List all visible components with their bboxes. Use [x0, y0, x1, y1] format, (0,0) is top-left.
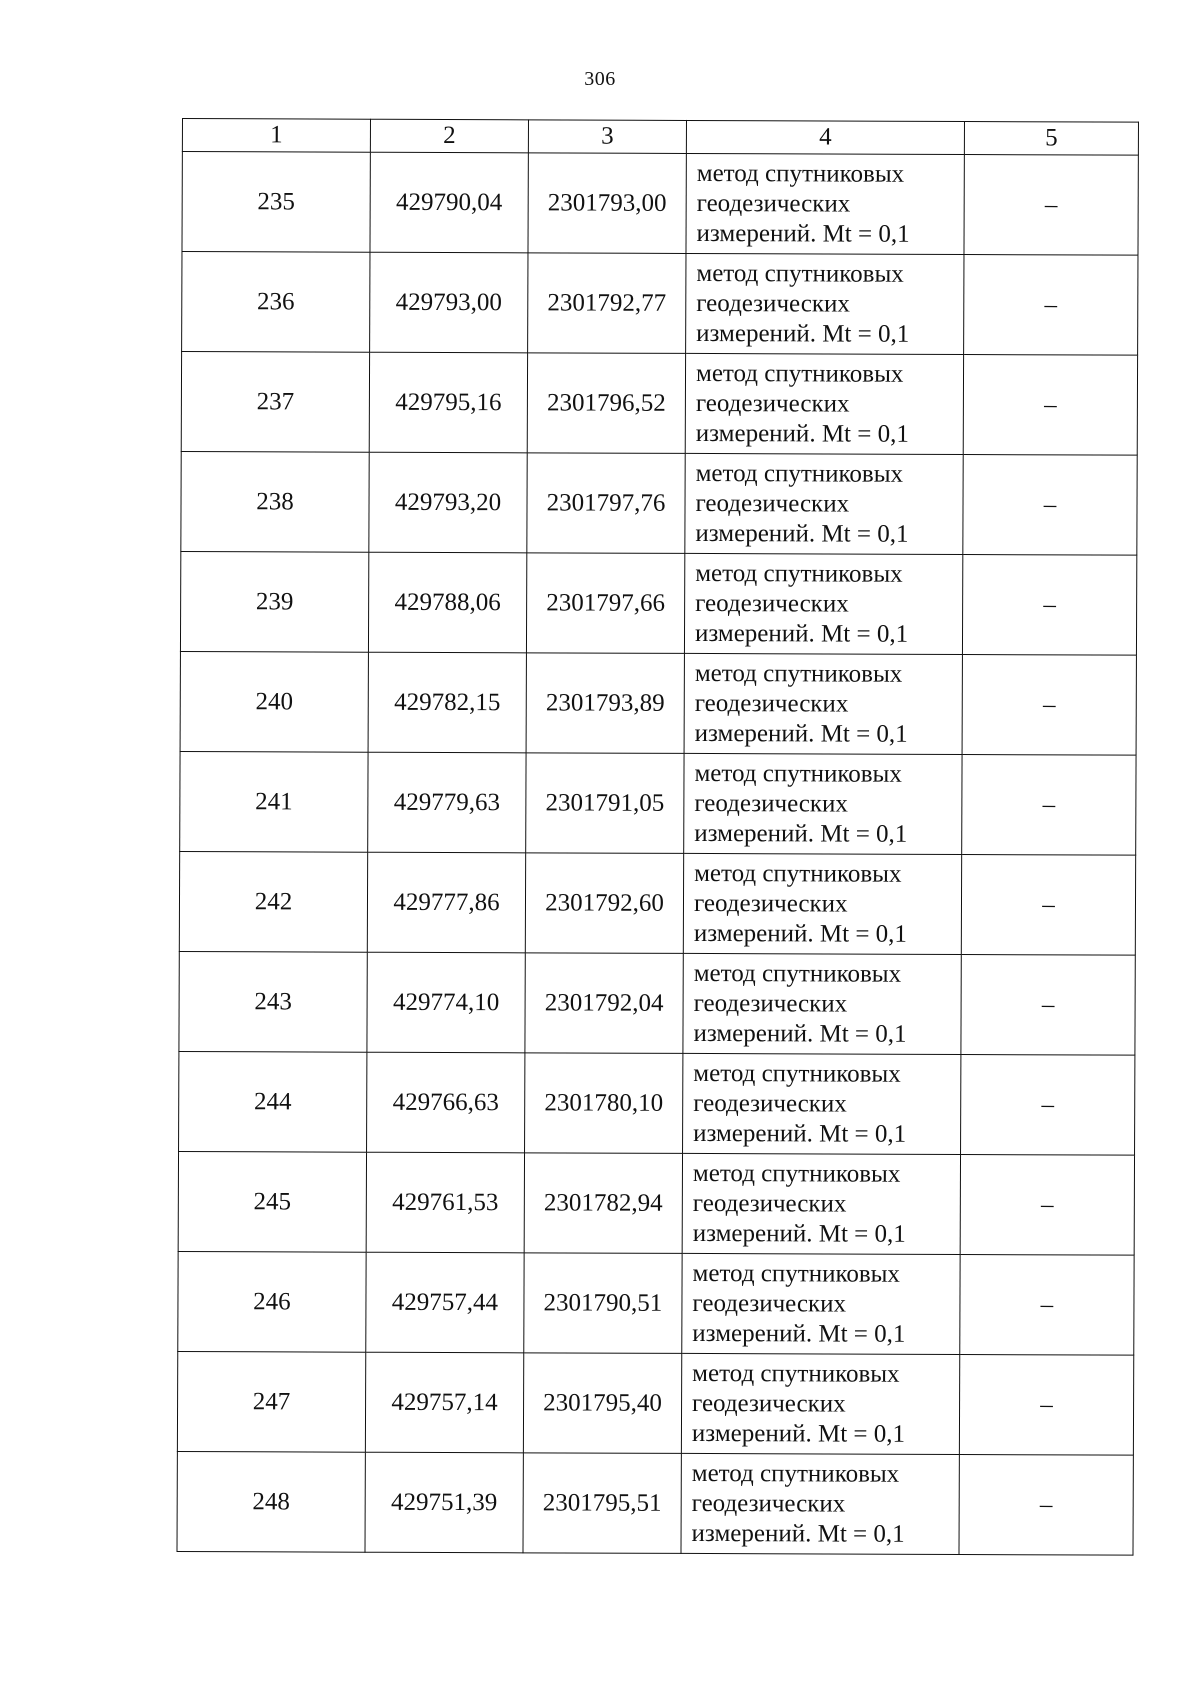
y-coordinate-cell: 2301793,00: [528, 153, 686, 254]
method-cell: [682, 1253, 960, 1354]
note-cell: –: [961, 1054, 1135, 1155]
x-coordinate-cell: 429774,10: [367, 952, 525, 1053]
x-coordinate-cell: 429779,63: [368, 752, 526, 853]
note-cell: –: [961, 854, 1135, 955]
method-text-line: измерений. Mt = 0,1: [695, 519, 909, 548]
y-coordinate-cell: 2301795,51: [523, 1453, 681, 1554]
note-cell: –: [962, 754, 1136, 855]
method-text-line: геодезических: [693, 989, 848, 1018]
y-coordinate-cell: 2301782,94: [524, 1153, 682, 1254]
method-text-line: метод спутниковых: [695, 359, 904, 388]
method-text-line: геодезических: [694, 689, 849, 718]
y-coordinate-cell: 2301793,89: [526, 653, 684, 754]
table-row: [179, 1051, 1135, 1155]
x-coordinate-cell: 429795,16: [369, 352, 527, 453]
method-text-line: геодезических: [692, 1189, 847, 1218]
method-text-line: измерений. Mt = 0,1: [693, 1119, 907, 1148]
method-text-line: измерений. Mt = 0,1: [692, 1319, 906, 1348]
point-number-cell: 237: [181, 352, 369, 453]
point-number-cell: 248: [177, 1451, 365, 1552]
method-text-line: геодезических: [693, 889, 848, 918]
point-number-cell: 246: [178, 1251, 366, 1352]
page-number: 306: [584, 68, 616, 90]
method-text-line: метод спутниковых: [694, 759, 902, 788]
method-text-line: геодезических: [695, 489, 850, 518]
header-col-3: 3: [528, 120, 686, 154]
method-text-line: геодезических: [695, 589, 849, 618]
note-cell: –: [963, 455, 1137, 556]
header-col-5: 5: [964, 122, 1138, 156]
method-cell: [684, 753, 962, 854]
y-coordinate-cell: 2301792,77: [528, 253, 686, 354]
y-coordinate-cell: 2301791,05: [526, 753, 684, 854]
method-text-line: метод спутниковых: [692, 1359, 900, 1388]
method-text-line: измерений. Mt = 0,1: [692, 1219, 906, 1248]
table-row: [182, 152, 1138, 256]
method-text-line: измерений. Mt = 0,1: [691, 1419, 906, 1448]
note-cell: –: [961, 954, 1135, 1055]
method-text-line: геодезических: [696, 289, 850, 318]
note-cell: –: [960, 1154, 1134, 1255]
table-header: [182, 119, 1138, 156]
header-col-1: 1: [182, 119, 370, 153]
x-coordinate-cell: 429793,00: [370, 252, 528, 353]
method-text-line: измерений. Mt = 0,1: [694, 619, 909, 648]
note-cell: –: [959, 1354, 1133, 1455]
y-coordinate-cell: 2301797,76: [527, 453, 685, 554]
method-cell: [686, 253, 964, 354]
note-cell: –: [959, 1454, 1133, 1555]
table-row: [181, 352, 1137, 456]
y-coordinate-cell: 2301795,40: [523, 1353, 681, 1454]
point-number-cell: 239: [180, 551, 368, 652]
header-row: [182, 119, 1138, 156]
y-coordinate-cell: 2301780,10: [525, 1053, 683, 1154]
method-text-line: измерений. Mt = 0,1: [691, 1519, 905, 1548]
method-text-line: метод спутниковых: [694, 859, 902, 888]
note-cell: –: [962, 555, 1136, 656]
header-col-4: 4: [686, 120, 964, 154]
method-cell: [681, 1453, 959, 1554]
x-coordinate-cell: 429766,63: [367, 1052, 525, 1153]
x-coordinate-cell: 429788,06: [368, 552, 526, 653]
method-text-line: метод спутниковых: [695, 559, 903, 588]
method-text-line: метод спутниковых: [693, 959, 902, 988]
x-coordinate-cell: 429751,39: [365, 1452, 523, 1553]
method-cell: [683, 853, 961, 954]
header-col-2: 2: [370, 119, 528, 153]
point-number-cell: 247: [177, 1351, 365, 1452]
method-text-line: метод спутниковых: [696, 259, 904, 288]
method-text-line: геодезических: [692, 1389, 846, 1418]
method-text-line: измерений. Mt = 0,1: [696, 319, 910, 348]
method-text-line: геодезических: [691, 1489, 846, 1518]
method-cell: [684, 553, 962, 654]
method-text-line: измерений. Mt = 0,1: [693, 919, 908, 948]
method-text-line: измерений. Mt = 0,1: [695, 419, 909, 448]
table-body: [177, 152, 1138, 1556]
method-cell: [683, 953, 961, 1054]
y-coordinate-cell: 2301796,52: [527, 353, 685, 454]
point-number-cell: 238: [181, 451, 369, 552]
method-text-line: метод спутниковых: [692, 1159, 901, 1188]
table-row: [178, 1151, 1134, 1255]
method-text-line: метод спутниковых: [694, 659, 903, 688]
note-cell: –: [964, 255, 1138, 356]
method-text-line: метод спутниковых: [696, 159, 905, 188]
table-row: [179, 951, 1135, 1055]
point-number-cell: 236: [182, 252, 370, 353]
table-row: [180, 551, 1136, 655]
method-text-line: геодезических: [693, 1089, 847, 1118]
y-coordinate-cell: 2301790,51: [524, 1253, 682, 1354]
table-row: [177, 1451, 1133, 1555]
method-text-line: измерений. Mt = 0,1: [694, 819, 908, 848]
method-cell: [685, 353, 963, 454]
note-cell: –: [962, 655, 1136, 756]
point-number-cell: 235: [182, 152, 370, 253]
table-row: [180, 751, 1136, 855]
table-row: [180, 651, 1136, 755]
method-cell: [681, 1353, 959, 1454]
note-cell: –: [960, 1254, 1134, 1355]
x-coordinate-cell: 429757,14: [365, 1352, 523, 1453]
method-text-line: измерений. Mt = 0,1: [696, 219, 910, 248]
table-row: [181, 451, 1137, 555]
y-coordinate-cell: 2301792,04: [525, 953, 683, 1054]
y-coordinate-cell: 2301797,66: [526, 553, 684, 654]
note-cell: –: [964, 155, 1138, 256]
table-row: [178, 1251, 1134, 1355]
method-text-line: метод спутниковых: [692, 1259, 901, 1288]
method-text-line: геодезических: [694, 789, 849, 818]
point-number-cell: 243: [179, 951, 367, 1052]
table-row: [182, 252, 1138, 356]
method-text-line: геодезических: [695, 389, 850, 418]
point-number-cell: 244: [179, 1051, 367, 1152]
point-number-cell: 245: [178, 1151, 366, 1252]
method-text-line: метод спутниковых: [693, 1059, 901, 1088]
method-text-line: геодезических: [692, 1289, 847, 1318]
note-cell: –: [963, 355, 1137, 456]
point-number-cell: 241: [180, 751, 368, 852]
table-row: [177, 1351, 1133, 1455]
method-cell: [682, 1153, 960, 1254]
coordinates-table: [176, 118, 1138, 1556]
method-text-line: геодезических: [696, 189, 851, 218]
method-text-line: метод спутниковых: [695, 459, 904, 488]
x-coordinate-cell: 429761,53: [366, 1152, 524, 1253]
point-number-cell: 240: [180, 651, 368, 752]
x-coordinate-cell: 429790,04: [370, 152, 528, 253]
x-coordinate-cell: 429793,20: [369, 452, 527, 553]
method-text-line: метод спутниковых: [691, 1459, 900, 1488]
x-coordinate-cell: 429777,86: [367, 852, 525, 953]
x-coordinate-cell: 429782,15: [368, 652, 526, 753]
method-cell: [685, 453, 963, 554]
method-cell: [686, 153, 964, 254]
table-row: [179, 851, 1135, 955]
method-text-line: измерений. Mt = 0,1: [693, 1019, 907, 1048]
y-coordinate-cell: 2301792,60: [525, 853, 683, 954]
method-cell: [683, 1053, 961, 1154]
x-coordinate-cell: 429757,44: [366, 1252, 524, 1353]
method-text-line: измерений. Mt = 0,1: [694, 719, 908, 748]
method-cell: [684, 653, 962, 754]
point-number-cell: 242: [179, 851, 367, 952]
